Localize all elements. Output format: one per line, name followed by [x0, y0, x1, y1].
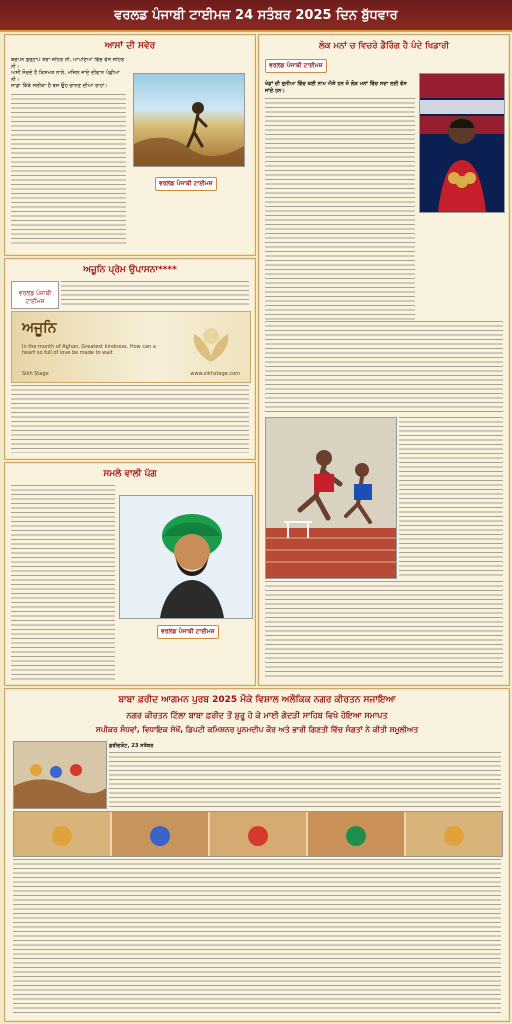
publication-tag-3 — [157, 625, 219, 639]
news-body — [13, 859, 501, 1015]
news-text-lines — [13, 859, 501, 1015]
bottom-headline-1: ਬਾਬਾ ਫ਼ਰੀਦ ਆਗਮਨ ਪੁਰਬ 2025 ਮੌਕੇ ਵਿਸ਼ਾਲ ਅਲੌਕਿਕ ਨਗਰ ਕੀਰਤਨ ਸਜਾਇਆ — [118, 695, 396, 705]
poem-text-lines — [61, 281, 249, 307]
poem-text-lines — [11, 485, 115, 681]
hurdles-race-photo — [265, 417, 397, 579]
poster-site: www.sikhstage.com — [190, 371, 240, 377]
man-in-turban-illustration — [120, 496, 252, 618]
bottom-headline-2: ਨਗਰ ਕੀਰਤਨ ਟਿੱਲਾ ਬਾਬਾ ਫ਼ਰੀਦ ਤੋਂ ਸ਼ੁਰੂ ਹੋ ਕੇ ਮਾਈ ਗੋਦੜੀ ਸਾਹਿਬ ਵਿਖੇ ਹੋਇਆ ਸਮਾਪਤ — [126, 711, 388, 720]
article-body-3 — [265, 581, 503, 679]
publication-tag-article — [265, 59, 327, 73]
athlete-illustration — [420, 74, 504, 212]
poem-line: ਬਚਪਨ ਬੁਰ੍ਹਾਪੇ ਤੇਰਾ ਜ਼ਹਿਰ ਨੀ, ਆਪਣਿਆਂ ਵਿੱਚ ਵੱਸੇ ਜ਼ਹਿਰ ਨੀ। — [11, 57, 125, 70]
poster-subtitle: In the month of Aghan, Greatest kindness. How can a heart so full of love be made to wait — [22, 344, 156, 356]
newspaper-page — [4, 34, 508, 1020]
poem-title-3: ਸਮਲੇ ਵਾਲੀ ਪੱਗ — [103, 469, 157, 479]
poem-text-2 — [11, 385, 249, 453]
poem-box-3 — [4, 462, 256, 686]
poem-box-2 — [4, 258, 256, 460]
article-text-lines — [399, 417, 503, 577]
news-dateline: ਫ਼ਰੀਦਕੋਟ, 23 ਸਤੰਬਰ — [109, 743, 154, 749]
poem-text-1 — [11, 57, 126, 247]
poster-brand: Sikh Stage — [22, 371, 49, 377]
poem-lines-1 — [11, 57, 126, 247]
gurbani-poster — [11, 311, 251, 383]
publication-tag-text: ਵਰਲਡ ਪੰਜਾਬੀ ਟਾਈਮਜ਼ — [269, 62, 323, 69]
poem-intro-2 — [61, 281, 249, 307]
bottom-headline-3: ਸਪੀਕਰ ਸੰਧਵਾਂ, ਵਿਧਾਇਕ ਸੇਖੋਂ, ਡਿਪਟੀ ਕਮਿਸ਼ਨਰ ਪੂਨਮਦੀਪ ਕੌਰ ਅਤੇ ਭਾਰੀ ਗਿਣਤੀ ਵਿੱਚ ਸੰਗਤਾਂ ਨੇ ਕੀਤੀ ਸ਼ਮੂਲੀਅਤ — [95, 725, 419, 734]
news-text-lines — [109, 752, 501, 808]
page-header — [0, 0, 512, 32]
procession-illustration — [14, 742, 106, 808]
poem-title-2: ਅਜ਼ੂਨਿ ਪ੍ਰੇਮ ਉਪਾਸਨਾ**** — [83, 265, 177, 275]
poster-lotus-icon — [180, 318, 242, 368]
poster-title: ਅਜੂਨਿ — [22, 320, 57, 336]
publication-logo-text: ਵਰਲਡ ਪੰਜਾਬੀ ਟਾਈਮਜ਼ — [18, 290, 52, 305]
article-lead — [265, 81, 415, 315]
article-body-2 — [399, 417, 503, 577]
sports-article — [258, 34, 510, 686]
left-column — [4, 34, 254, 684]
poem-text-3 — [11, 485, 115, 681]
publication-tag-text: ਵਰਲਡ ਪੰਜਾਬੀ ਟਾਈਮਜ਼ — [159, 180, 213, 187]
publication-logo-box — [11, 281, 59, 309]
sunrise-runner-photo — [133, 73, 245, 167]
runner-silhouette-icon — [134, 74, 244, 166]
news-photo-1 — [13, 741, 107, 809]
poem-line: ਸਾਡਾ ਕਿੱਥੇ ਸਲੀਕਾ ਹੈ ਬਸ ਉਹ ਚਾਨਣ ਦੀਆਂ ਰਾਹਾਂ। — [11, 83, 108, 90]
page-title: ਵਰਲਡ ਪੰਜਾਬੀ ਟਾਈਮਜ਼ 24 ਸਤੰਬਰ 2025 ਦਿਨ ਬੁੱਧਵਾਰ — [114, 7, 398, 23]
publication-tag-1 — [155, 177, 217, 191]
article-lead-text: ਖੇਡਾਂ ਦੀ ਦੁਨੀਆ ਵਿੱਚ ਕਈ ਨਾਮ ਐਸੇ ਹਨ ਜੋ ਲੋਕ ਮਨਾਂ ਵਿੱਚ ਸਦਾ ਲਈ ਵੱਸ ਜਾਂਦੇ ਹਨ। — [265, 81, 407, 94]
poem-box-1 — [4, 34, 256, 256]
news-photo-strip — [13, 811, 503, 857]
poem-text-lines — [11, 385, 249, 453]
article-text-lines — [265, 581, 503, 679]
article-text-lines — [265, 321, 503, 413]
news-photo-collage — [14, 812, 502, 856]
publication-tag-text: ਵਰਲਡ ਪੰਜਾਬੀ ਟਾਈਮਜ਼ — [161, 628, 215, 635]
news-lead — [109, 743, 501, 807]
poem-text-lines — [11, 94, 126, 247]
hurdles-illustration — [266, 418, 396, 578]
article-body-1 — [265, 321, 503, 413]
article-text-lines — [265, 98, 415, 320]
man-in-turban-photo — [119, 495, 253, 619]
poem-line: ਅਸੀਂ ਸੋਚਦੇ ਹੈ ਕਿਸਮਤ ਨਾਲੇ, ਮਜ਼ਿਲ ਜਾਂਦੇ ਦੀਵਾਨ ਪੰਛੀਆਂ ਨੀ। — [11, 70, 120, 83]
article-title: ਲੋਕ ਮਨਾਂ ਚ ਵਿਚਰੇ ਡੈਰਿੰਗ ਹੈ ਪੰਦੇ ਖਿਡਾਰੀ — [318, 41, 450, 51]
poem-title-1: ਆਸਾਂ ਦੀ ਸਵੇਰ — [104, 41, 156, 51]
bottom-news — [4, 688, 510, 1022]
athlete-with-medals-photo — [419, 73, 505, 213]
